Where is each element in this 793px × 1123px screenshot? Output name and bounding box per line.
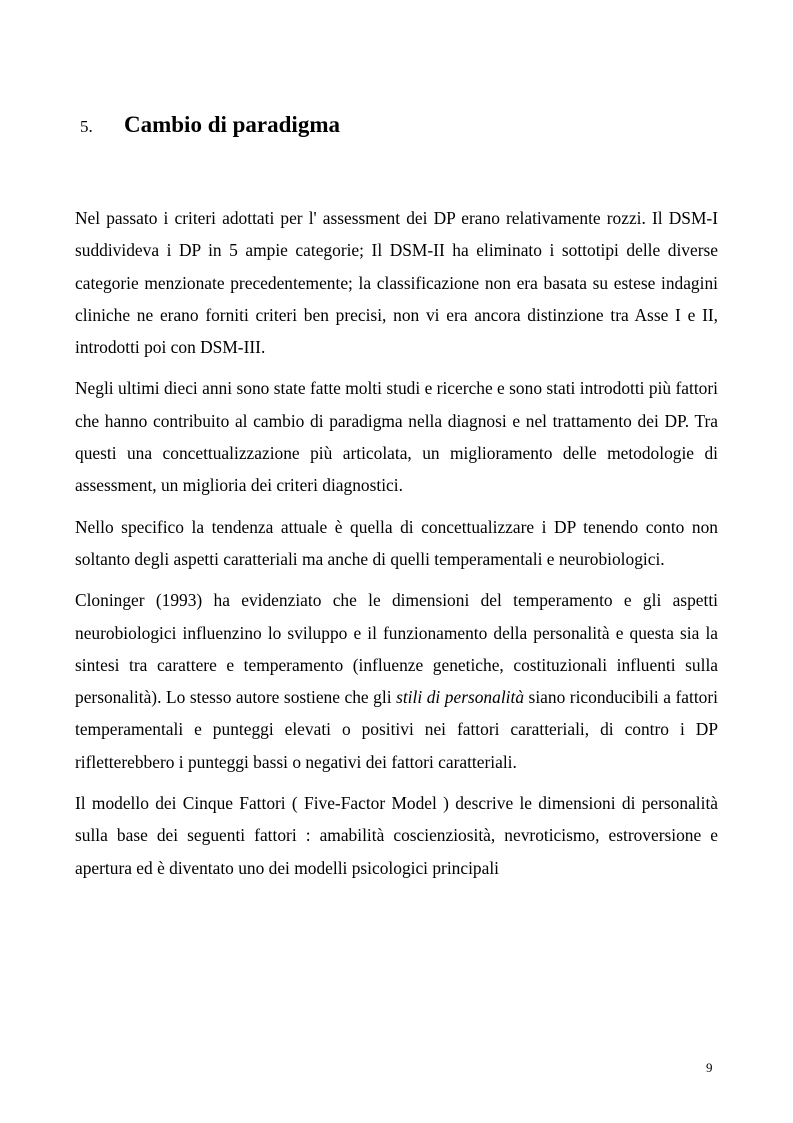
cloninger-text-end: siano riconducibili a fattori temperamentali e punteggi elevati o positivi nei fattori caratteriali, di contro i DP rifletterebbero i punteggi bassi o negativi dei fattori caratteriali.: [75, 687, 718, 772]
body-text: [75, 202, 718, 893]
paragraph-dsm-history: Nel passato i criteri adottati per l' assessment dei DP erano relativamente rozzi. Il DSM-I suddivideva i DP in 5 ampie categorie; Il DSM-II ha eliminato i sottotipi delle diverse categorie menzionate precedentemente; la classificazione non era basata su estese indagini cliniche ne erano forniti criteri ben precisi, non vi era ancora distinzione tra Asse I e II, introdotti poi con DSM-III.: [75, 208, 718, 358]
paragraph-paradigm-change: Negli ultimi dieci anni sono state fatte molti studi e ricerche e sono stati introdotti più fattori che hanno contribuito al cambio di paradigma nella diagnosi e nel trattamento dei DP. Tra questi una concettualizzazione più articolata, un miglioramento delle metodologie di assessment, un miglioria dei criteri diagnostici.: [75, 378, 718, 496]
page-number: 9: [706, 1060, 713, 1075]
paragraph-cloninger: [75, 584, 718, 778]
paragraph-five-factor-model: Il modello dei Cinque Fattori ( Five-Factor Model ) descrive le dimensioni di personalità sulla base dei seguenti fattori : amabilità coscienziosità, nevroticismo, estroversione e apertura ed è diventato uno dei modelli psicologici principali: [75, 793, 718, 878]
section-number: 5.: [80, 117, 93, 136]
section-title: Cambio di paradigma: [124, 112, 340, 137]
cloninger-text-start: Cloninger (1993) ha evidenziato che le dimensioni del temperamento e gli aspetti neurobiologici influenzino lo sviluppo e il funzionamento della personalità e questa sia la sintesi tra carattere e temperamento (influenze genetiche, costituzionali influenti sulla personalità). Lo stesso autore sostiene che gli: [75, 590, 718, 708]
section-heading: [80, 112, 340, 142]
paragraph-current-trend: Nello specifico la tendenza attuale è quella di concettualizzare i DP tenendo conto non soltanto degli aspetti caratteriali ma anche di quelli temperamentali e neurobiologici.: [75, 516, 718, 569]
personality-styles-term: stili di personalità: [396, 687, 525, 708]
